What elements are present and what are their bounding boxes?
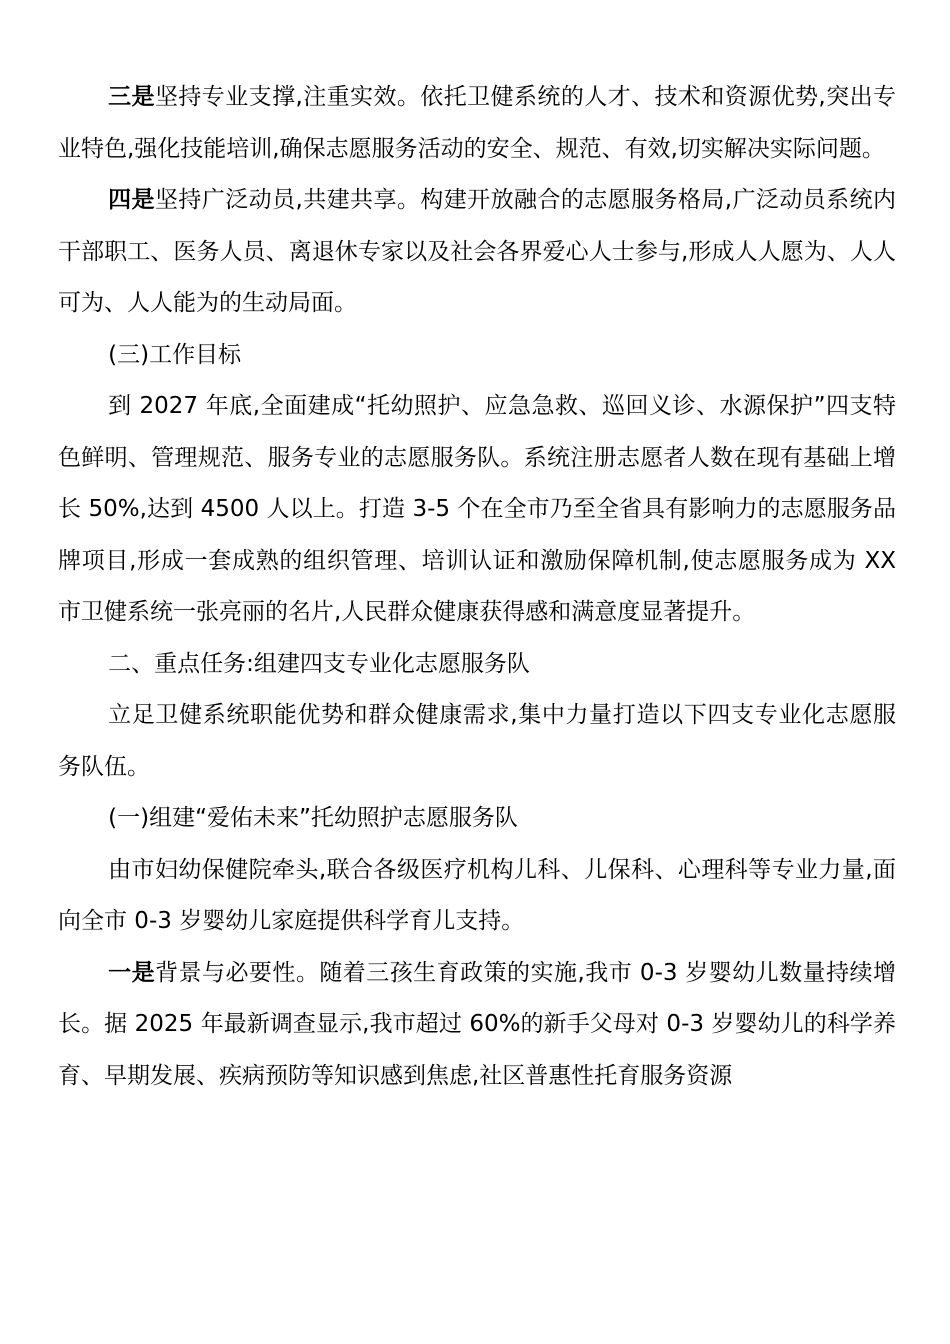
paragraph-text: 到 2027 年底,全面建成“托幼照护、应急急救、巡回义诊、水源保护”四支特色鲜明、管理规范、服务专业的志愿服务队。系统注册志愿者人数在现有基础上增长 50%,达到 4500 人以上。打造 3-5 个在全市乃至全省具有影响力的志愿服务品牌项目,形成一套成熟的组织管理、培训认证和激励保障机制,使志愿服务成为 XX 市卫健系统一张亮丽的名片,人民群众健康获得感和满意度显著提升。 [58, 393, 896, 625]
paragraph-principle-four [58, 175, 896, 330]
heading-text: (三)工作目标 [108, 341, 242, 368]
paragraph-text: 由市妇幼保健院牵头,联合各级医疗机构儿科、儿保科、心理科等专业力量,面向全市 0-3 岁婴幼儿家庭提供科学育儿支持。 [58, 856, 896, 934]
paragraph-principle-three [58, 72, 896, 175]
paragraph-text: 坚持广泛动员,共建共享。构建开放融合的志愿服务格局,广泛动员系统内干部职工、医务人员、离退休专家以及社会各界爱心人士参与,形成人人愿为、人人可为、人人能为的生动局面。 [58, 187, 897, 316]
document-body [58, 72, 896, 1102]
paragraph-lead: 一是 [108, 959, 156, 986]
paragraph-lead: 三是 [108, 84, 155, 110]
paragraph-key-tasks-intro [58, 690, 896, 793]
paragraph-text: 背景与必要性。随着三孩生育政策的实施,我市 0-3 岁婴幼儿数量持续增长。据 2025 年最新调查显示,我市超过 60%的新手父母对 0-3 岁婴幼儿的科学养育、早期发展、疾病预防等知识感到焦虑,社区普惠性托育服务资源 [58, 959, 897, 1089]
section-heading-work-goals [58, 330, 896, 382]
paragraph-lead: 四是 [108, 187, 155, 213]
paragraph-text: 立足卫健系统职能优势和群众健康需求,集中力量打造以下四支专业化志愿服务队伍。 [58, 702, 896, 780]
paragraph-background [58, 948, 896, 1103]
paragraph-work-goals [58, 381, 896, 639]
section-heading-childcare-team [58, 793, 896, 845]
section-heading-key-tasks [58, 639, 896, 691]
paragraph-childcare-team [58, 845, 896, 948]
heading-text: (一)组建“爱佑未来”托幼照护志愿服务队 [108, 805, 518, 831]
heading-text: 二、重点任务:组建四支专业化志愿服务队 [108, 650, 530, 677]
paragraph-text: 坚持专业支撑,注重实效。依托卫健系统的人才、技术和资源优势,突出专业特色,强化技能培训,确保志愿服务活动的安全、规范、有效,切实解决实际问题。 [58, 84, 897, 162]
